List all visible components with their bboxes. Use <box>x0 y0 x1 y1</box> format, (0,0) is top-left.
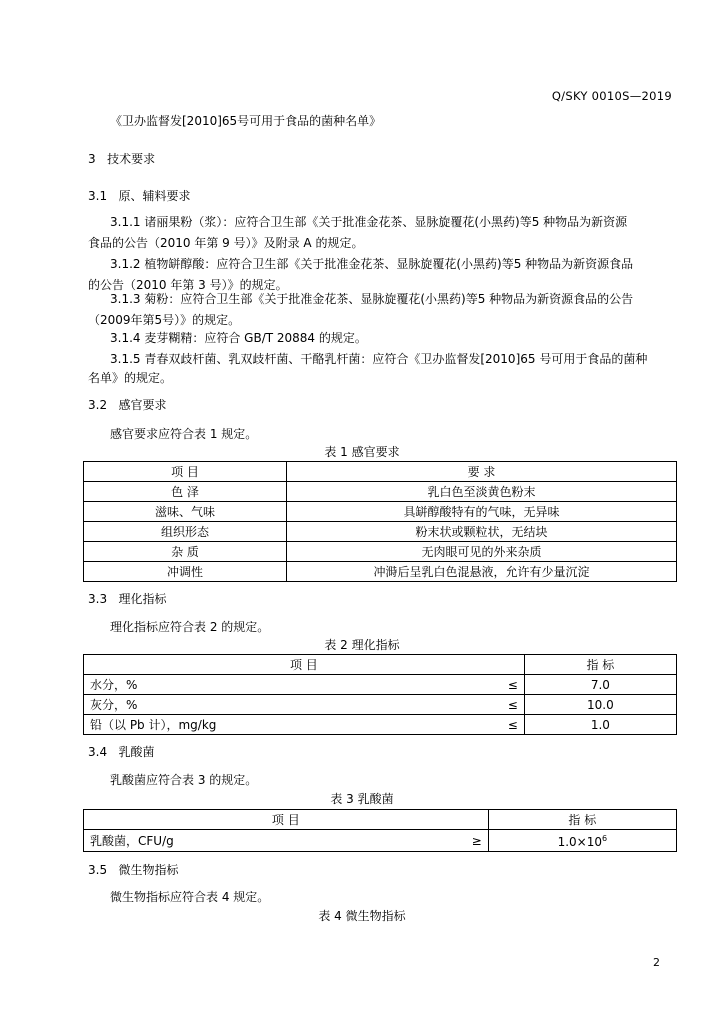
value-base: 1.0×10 <box>557 835 602 849</box>
standard-number: Q/SKY 0010S—2019 <box>551 89 672 103</box>
table-header-row <box>84 462 677 482</box>
table-3-lactic <box>83 809 677 852</box>
table-4-caption: 表 4 微生物指标 <box>318 909 406 923</box>
section-title: 乳酸菌 <box>118 745 155 759</box>
row-requirement: 乳白色至淡黄色粉末 <box>287 482 677 502</box>
row-item: 水分，% <box>84 675 337 695</box>
row-item: 色 泽 <box>84 482 287 502</box>
section-3-3-heading <box>88 591 167 607</box>
clause-3-1-1-line1: 3.1.1 诸丽果粉（浆）：应符合卫生部《关于批准金花茶、显脉旋覆花(小黑药)等5 种物品为新资源 <box>110 215 628 229</box>
clause-3-1-3-line1: 3.1.3 菊粉：应符合卫生部《关于批准金花茶、显脉旋覆花(小黑药)等5 种物品为新资源食品的公告 <box>110 292 634 306</box>
section-number: 3.1 <box>88 189 108 203</box>
header-item: 项 目 <box>84 462 287 482</box>
section-3-5-heading <box>88 862 179 878</box>
micro-intro: 微生物指标应符合表 4 规定。 <box>110 890 270 904</box>
table-header-row <box>84 655 677 675</box>
row-value: 1.0 <box>524 715 676 735</box>
table-row <box>84 522 677 542</box>
header-item: 项 目 <box>84 810 489 830</box>
page-number: 2 <box>653 956 660 969</box>
section-3-1-heading <box>88 188 191 204</box>
row-requirement: 具缾醇酸特有的气味，无异味 <box>287 502 677 522</box>
table-3-caption: 表 3 乳酸菌 <box>330 792 394 806</box>
clause-3-1-1-line2: 食品的公告（2010 年第 9 号）》及附录 A 的规定。 <box>88 236 364 250</box>
clause-3-1-2-line2: 的公告（2010 年第 3 号）》的规定。 <box>88 278 288 292</box>
table-row <box>84 542 677 562</box>
row-symbol: ≤ <box>336 695 524 715</box>
table-2-physchem <box>83 654 677 735</box>
row-symbol: ≤ <box>336 715 524 735</box>
row-value <box>488 830 676 852</box>
row-value: 7.0 <box>524 675 676 695</box>
table-1-sensory <box>83 461 677 582</box>
table-1-caption: 表 1 感官要求 <box>324 445 400 459</box>
section-title: 技术要求 <box>107 152 156 166</box>
section-number: 3.4 <box>88 745 108 759</box>
section-number: 3.3 <box>88 592 108 606</box>
table-2-caption: 表 2 理化指标 <box>324 638 400 652</box>
row-value: 10.0 <box>524 695 676 715</box>
table-row <box>84 482 677 502</box>
section-number: 3 <box>88 152 96 166</box>
clause-3-1-2-line1: 3.1.2 植物缾醇酸：应符合卫生部《关于批准金花茶、显脉旋覆花(小黑药)等5 种物品为新资源食品 <box>110 257 634 271</box>
clause-3-1-5-line1: 3.1.5 青春双歧杆菌、乳双歧杆菌、干酪乳杆菌：应符合《卫办监督发[2010]65 号可用于食品的菌种 <box>110 352 648 366</box>
header-item: 项 目 <box>84 655 525 675</box>
physchem-intro: 理化指标应符合表 2 的规定。 <box>110 620 270 634</box>
clause-3-1-4: 3.1.4 麦芽糊精：应符合 GB/T 20884 的规定。 <box>110 331 367 345</box>
value-exponent: 6 <box>601 834 608 843</box>
reference-line: 《卫办监督发[2010]65号可用于食品的菌种名单》 <box>110 114 382 128</box>
section-3-heading <box>88 151 155 167</box>
header-value: 指 标 <box>488 810 676 830</box>
row-item: 组织形态 <box>84 522 287 542</box>
section-number: 3.2 <box>88 398 108 412</box>
row-symbol: ≥ <box>336 830 488 852</box>
row-symbol: ≤ <box>336 675 524 695</box>
section-title: 理化指标 <box>118 592 167 606</box>
row-item: 杂 质 <box>84 542 287 562</box>
section-title: 感官要求 <box>118 398 167 412</box>
row-item: 冲调性 <box>84 562 287 582</box>
clause-3-1-5-line2: 名单》的规定。 <box>88 371 173 385</box>
row-requirement: 无肉眼可见的外来杂质 <box>287 542 677 562</box>
section-3-2-heading <box>88 397 167 413</box>
clause-3-1-3-line2: （2009年第5号）》的规定。 <box>88 313 241 327</box>
lactic-intro: 乳酸菌应符合表 3 的规定。 <box>110 773 258 787</box>
section-3-4-heading <box>88 744 155 760</box>
row-requirement: 粉末状或颗粒状，无结块 <box>287 522 677 542</box>
header-value: 指 标 <box>524 655 676 675</box>
table-row <box>84 502 677 522</box>
sensory-intro: 感官要求应符合表 1 规定。 <box>110 427 258 441</box>
header-requirement: 要 求 <box>287 462 677 482</box>
table-row <box>84 830 677 852</box>
table-row <box>84 675 677 695</box>
table-header-row <box>84 810 677 830</box>
row-item: 灰分，% <box>84 695 337 715</box>
row-requirement: 冲溡后呈乳白色混悬液，允许有少量沉淀 <box>287 562 677 582</box>
row-item: 乳酸菌，CFU/g <box>84 830 337 852</box>
section-title: 微生物指标 <box>118 863 179 877</box>
table-row <box>84 715 677 735</box>
section-number: 3.5 <box>88 863 108 877</box>
table-row <box>84 562 677 582</box>
row-item: 滋味、气味 <box>84 502 287 522</box>
table-row <box>84 695 677 715</box>
section-title: 原、辅料要求 <box>118 189 191 203</box>
row-item: 铅（以 Pb 计），mg/kg <box>84 715 337 735</box>
